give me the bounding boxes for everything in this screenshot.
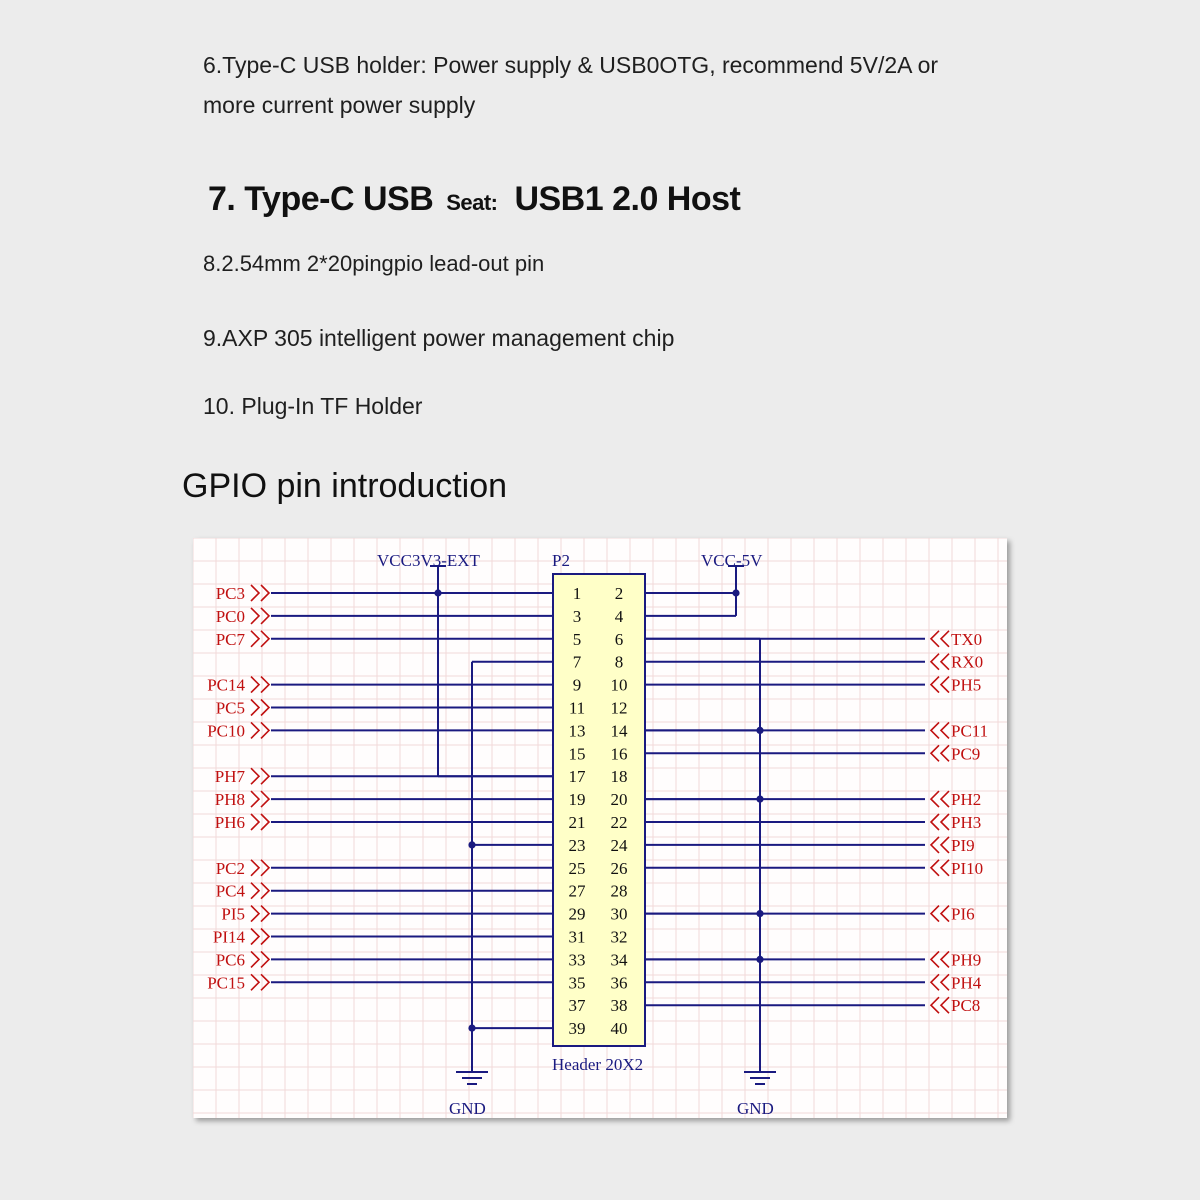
- item-7-prefix: 7. Type-C USB: [208, 180, 434, 218]
- net-label: PI10: [951, 858, 984, 878]
- net-label: PI14: [212, 927, 245, 947]
- junction-dot: [756, 956, 763, 963]
- header-footer-label: Header 20X2: [552, 1055, 644, 1074]
- net-label: TX0: [951, 629, 983, 649]
- net-label: PH3: [951, 813, 982, 832]
- pin-number: 19: [568, 790, 586, 810]
- pin-number: 20: [610, 790, 628, 810]
- pin-number: 33: [568, 950, 586, 970]
- pin-number: 39: [568, 1019, 586, 1039]
- pin-number: 11: [568, 698, 586, 718]
- item-6-line-2: more current power supply: [203, 92, 476, 118]
- gnd-left-label: GND: [449, 1099, 486, 1118]
- pin-number: 13: [568, 721, 586, 741]
- pin-number: 35: [568, 973, 586, 993]
- vcc-left-label: VCC3V3-EXT: [377, 551, 480, 570]
- pin-number: 24: [610, 835, 628, 855]
- pin-number: 37: [568, 996, 586, 1016]
- pin-number: 22: [610, 813, 628, 832]
- net-label: PC0: [215, 606, 245, 626]
- junction-dot: [468, 1025, 475, 1032]
- junction-dot: [468, 841, 475, 848]
- net-label: PC11: [951, 721, 989, 741]
- net-label: PI5: [221, 904, 245, 924]
- pin-number: 23: [568, 835, 586, 855]
- pin-number: 38: [610, 996, 628, 1016]
- item-9: 9.AXP 305 intelligent power management chip: [203, 325, 675, 351]
- net-label: PH9: [951, 950, 982, 970]
- designator-label: P2: [552, 551, 570, 570]
- pin-number: 5: [572, 629, 582, 649]
- net-label: PC14: [207, 675, 245, 695]
- pin-number: 25: [568, 858, 586, 878]
- pin-number: 18: [610, 767, 628, 787]
- net-label: PC7: [215, 629, 245, 649]
- schematic-canvas: [193, 538, 1007, 1118]
- net-label: PI9: [951, 835, 975, 855]
- net-label: PC6: [215, 950, 245, 970]
- pin-number: 9: [572, 675, 582, 695]
- pin-number: 31: [568, 927, 586, 947]
- pin-number: 1: [572, 584, 582, 603]
- pin-number: 32: [610, 927, 628, 947]
- pin-number: 21: [568, 813, 586, 832]
- pin-number: 28: [610, 881, 628, 901]
- section-title: GPIO pin introduction: [182, 467, 508, 505]
- pin-number: 8: [614, 652, 624, 672]
- pin-number: 34: [610, 950, 628, 970]
- item-10: 10. Plug-In TF Holder: [203, 393, 423, 419]
- net-label: PH6: [214, 813, 245, 832]
- item-8: 8.2.54mm 2*20pingpio lead-out pin: [203, 251, 545, 276]
- pin-number: 27: [568, 881, 586, 901]
- pin-number: 30: [610, 904, 628, 924]
- pin-number: 4: [614, 606, 624, 626]
- net-label: PC9: [951, 744, 981, 764]
- net-label: PH7: [214, 767, 245, 787]
- junction-dot: [434, 589, 441, 596]
- junction-dot: [732, 589, 739, 596]
- net-label: PC8: [951, 996, 981, 1016]
- gpio-schematic: [193, 538, 1007, 1118]
- net-label: PC10: [207, 721, 245, 741]
- pin-number: 15: [568, 744, 586, 764]
- pin-number: 2: [614, 584, 624, 603]
- header-body: [553, 574, 645, 1046]
- pin-number: 40: [610, 1019, 628, 1039]
- net-label: PH4: [951, 973, 982, 993]
- net-label: PI6: [951, 904, 975, 924]
- net-label: PC5: [215, 698, 245, 718]
- pin-number: 3: [572, 606, 582, 626]
- pin-number: 10: [610, 675, 628, 695]
- net-label: RX0: [951, 652, 984, 672]
- pin-number: 26: [610, 858, 628, 878]
- item-6-line-1: 6.Type-C USB holder: Power supply & USB0OTG, recommend 5V/2A or: [203, 52, 939, 78]
- item-7-suffix: USB1 2.0 Host: [514, 180, 741, 218]
- net-label: PC3: [215, 584, 245, 603]
- junction-dot: [756, 727, 763, 734]
- junction-dot: [756, 796, 763, 803]
- pin-number: 12: [610, 698, 628, 718]
- item-7-seat: Seat:: [446, 190, 498, 215]
- net-label: PC4: [215, 881, 245, 901]
- net-label: PH2: [951, 790, 982, 810]
- pin-number: 16: [610, 744, 628, 764]
- vcc-right-label: VCC-5V: [701, 551, 763, 570]
- pin-number: 7: [572, 652, 582, 672]
- pin-number: 17: [568, 767, 586, 787]
- pin-number: 29: [568, 904, 586, 924]
- net-label: PC2: [215, 858, 245, 878]
- net-label: PC15: [207, 973, 245, 993]
- pin-number: 36: [610, 973, 628, 993]
- junction-dot: [756, 910, 763, 917]
- pin-number: 6: [614, 629, 624, 649]
- gnd-right-label: GND: [737, 1099, 774, 1118]
- pin-number: 14: [610, 721, 628, 741]
- net-label: PH5: [951, 675, 982, 695]
- item-7-heading: [208, 180, 740, 219]
- net-label: PH8: [214, 790, 245, 810]
